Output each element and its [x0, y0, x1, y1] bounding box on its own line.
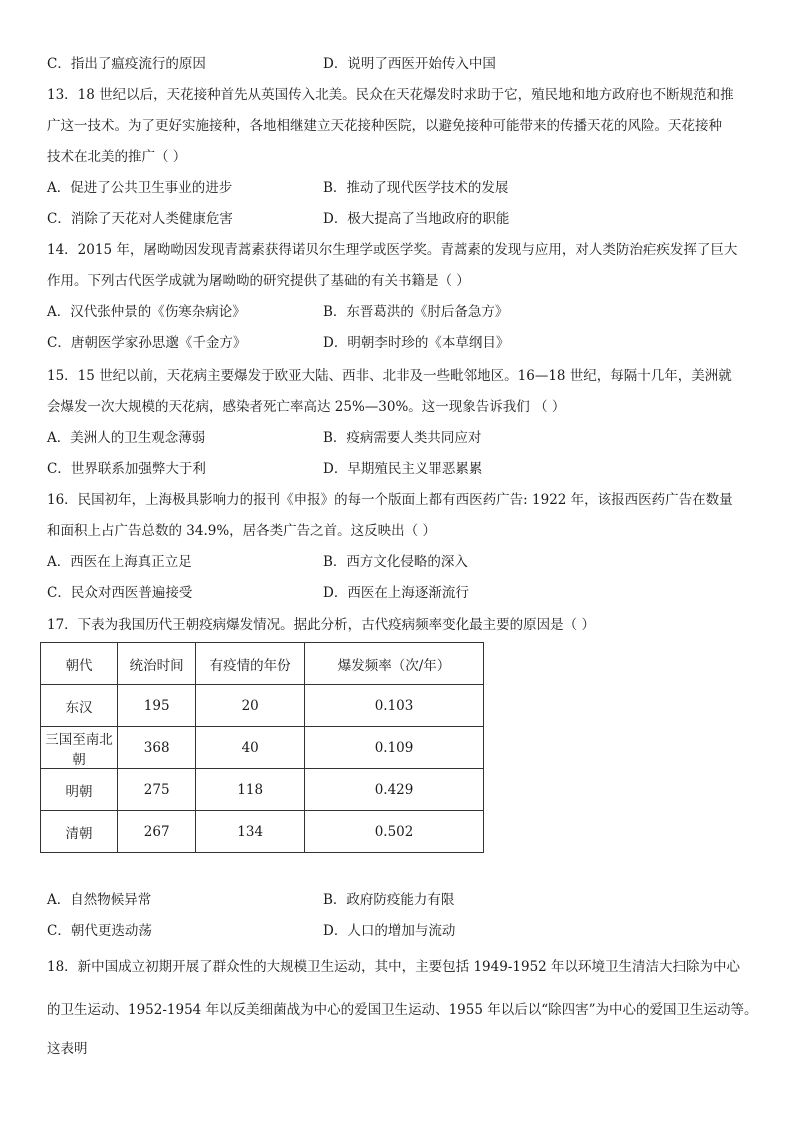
q13-option-b: B．推动了现代医学技术的发展 — [323, 180, 509, 196]
q16-option-c: C．民众对西医普遍接受 — [47, 585, 193, 601]
table-cell: 40 — [196, 727, 305, 769]
table-cell: 0.109 — [305, 727, 484, 769]
q14-stem-line-2: 作用。下列古代医学成就为屠呦呦的研究提供了基础的有关书籍是（ ） — [47, 273, 470, 289]
q18-stem-line-3: 这表明 — [47, 1041, 88, 1057]
q13-option-d: D．极大提高了当地政府的职能 — [323, 211, 510, 227]
q15-option-a: A．美洲人的卫生观念薄弱 — [47, 430, 206, 446]
table-row — [41, 769, 484, 811]
q17-stem-line-1: 17．下表为我国历代王朝疫病爆发情况。据此分析，古代疫病频率变化最主要的原因是（ ） — [47, 617, 595, 633]
q12-option-c: C．指出了瘟疫流行的原因 — [47, 56, 206, 72]
q14-option-d: D．明朝李时珍的《本草纲目》 — [323, 335, 510, 351]
table-cell: 0.502 — [305, 811, 484, 853]
table-cell: 0.103 — [305, 685, 484, 727]
q14-option-a: A．汉代张仲景的《伤寒杂病论》 — [47, 304, 246, 320]
table-header-cell: 统治时间 — [118, 643, 196, 685]
q15-option-c: C．世界联系加强弊大于利 — [47, 461, 206, 477]
q14-stem-line-1: 14．2015 年，屠呦呦因发现青蒿素获得诺贝尔生理学或医学奖。青蒿素的发现与应用，对人类防治疟疾发挥了巨大 — [47, 242, 738, 258]
table-cell: 0.429 — [305, 769, 484, 811]
table-cell: 118 — [196, 769, 305, 811]
table-cell: 368 — [118, 727, 196, 769]
q15-stem-line-2: 会爆发一次大规模的天花病，感染者死亡率高达 25%—30%。这一现象告诉我们 （ ） — [47, 399, 566, 415]
q13-stem-line-3: 技术在北美的推广（ ） — [47, 149, 187, 165]
q16-stem-line-2: 和面积上占广告总数的 34.9%，居各类广告之首。这反映出（ ） — [47, 523, 436, 539]
table-cell: 20 — [196, 685, 305, 727]
table-header-cell: 朝代 — [41, 643, 118, 685]
table-cell: 275 — [118, 769, 196, 811]
q13-option-a: A．促进了公共卫生事业的进步 — [47, 180, 233, 196]
q18-stem-line-2: 的卫生运动、1952-1954 年以反美细菌战为中心的爱国卫生运动、1955 年以后以“除四害”为中心的爱国卫生运动等。 — [47, 1002, 758, 1018]
q16-option-d: D．西医在上海逐渐流行 — [323, 585, 469, 601]
table-row — [41, 727, 484, 769]
q17-option-a: A．自然物候异常 — [47, 892, 152, 908]
q16-stem-line-1: 16．民国初年，上海极具影响力的报刊《申报》的每一个版面上都有西医药广告: 1922 年，该报西医药广告在数量 — [47, 492, 733, 508]
table-cell: 明朝 — [41, 769, 118, 811]
table-row — [41, 685, 484, 727]
table-header-cell: 有疫情的年份 — [196, 643, 305, 685]
q12-option-d: D．说明了西医开始传入中国 — [323, 56, 496, 72]
q15-option-b: B．疫病需要人类共同应对 — [323, 430, 482, 446]
q13-stem-line-1: 13．18 世纪以后，天花接种首先从英国传入北美。民众在天花爆发时求助于它，殖民地和地方政府也不断规范和推 — [47, 87, 734, 103]
table-cell: 134 — [196, 811, 305, 853]
q17-option-c: C．朝代更迭动荡 — [47, 923, 152, 939]
table-cell: 清朝 — [41, 811, 118, 853]
q14-option-b: B．东晋葛洪的《肘后备急方》 — [323, 304, 509, 320]
q15-option-d: D．早期殖民主义罪恶累累 — [323, 461, 483, 477]
table-row — [41, 811, 484, 853]
table-cell: 267 — [118, 811, 196, 853]
q16-option-b: B．西方文化侵略的深入 — [323, 554, 468, 570]
q14-option-c: C．唐朝医学家孙思邈《千金方》 — [47, 335, 247, 351]
table-header-row — [41, 643, 484, 685]
q18-stem-line-1: 18．新中国成立初期开展了群众性的大规模卫生运动，其中，主要包括 1949-1952 年以环境卫生清洁大扫除为中心 — [47, 959, 741, 975]
q15-stem-line-1: 15．15 世纪以前，天花病主要爆发于欧亚大陆、西非、北非及一些毗邻地区。16—18 世纪，每隔十几年，美洲就 — [47, 368, 732, 384]
table-cell: 195 — [118, 685, 196, 727]
table-header-cell: 爆发频率（次/年） — [305, 643, 484, 685]
q13-option-c: C．消除了天花对人类健康危害 — [47, 211, 233, 227]
q17-option-d: D．人口的增加与流动 — [323, 923, 456, 939]
table-cell: 三国至南北朝 — [41, 727, 118, 769]
q13-stem-line-2: 广这一技术。为了更好实施接种，各地相继建立天花接种医院，以避免接种可能带来的传播天花的风险。天花接种 — [47, 118, 722, 134]
q16-option-a: A．西医在上海真正立足 — [47, 554, 192, 570]
q17-option-b: B．政府防疫能力有限 — [323, 892, 455, 908]
table-cell: 东汉 — [41, 685, 118, 727]
epidemic-table — [40, 642, 484, 853]
